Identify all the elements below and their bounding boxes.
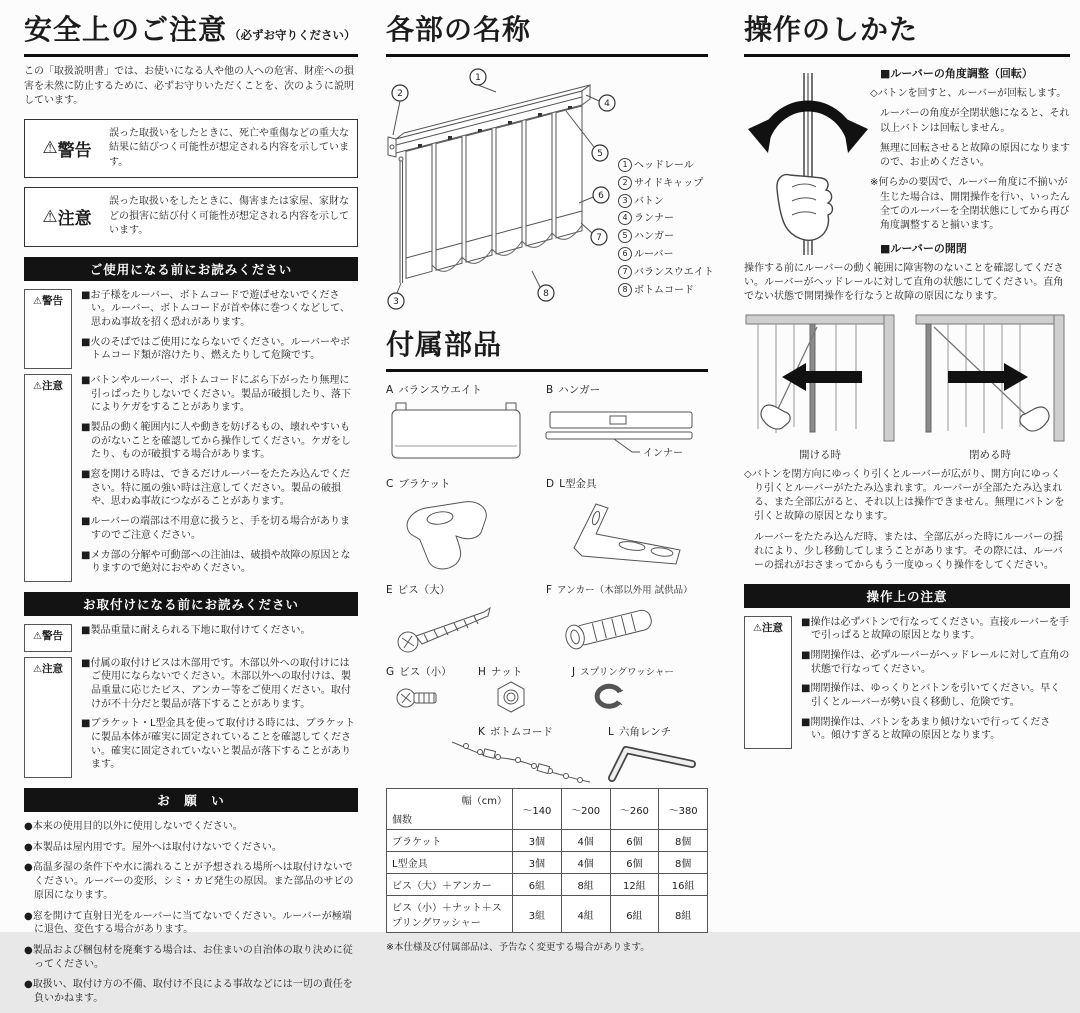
table-cell: 3組	[513, 896, 562, 933]
svg-text:2: 2	[397, 89, 403, 99]
legend-label: ルーバー	[634, 248, 674, 260]
accessories-title-text: 付属部品	[386, 328, 503, 361]
svg-text:1: 1	[475, 73, 481, 83]
rotation-section	[744, 65, 1070, 234]
caution-icon: ⚠	[42, 206, 58, 227]
legend-num: 2	[618, 176, 632, 190]
list-item: ■開閉操作は、バトンをあまり傾けないで行ってください。傾けすぎると故障の原因となります。	[801, 716, 1051, 742]
part-label-c: C ブラケット	[386, 478, 451, 490]
caution-definition-box	[24, 187, 358, 247]
section-header-operation-caution: 操作上の注意	[744, 584, 1070, 608]
hand	[1020, 407, 1049, 431]
corner-width-label: 幅（cm）	[461, 796, 507, 807]
legend-num: 6	[618, 247, 632, 261]
legend-num: 4	[618, 211, 632, 225]
table-cell: 4組	[561, 896, 610, 933]
legend-num: 3	[618, 194, 632, 208]
operation-title-text: 操作のしかた	[744, 13, 919, 46]
table-row	[387, 896, 708, 933]
right-arrow-icon	[948, 363, 1028, 391]
list-item: ■開閉操作は、必ずルーバーがヘッドレールに対して直角の状態で行なってください。	[801, 650, 1070, 675]
legend-label: バランスウエイト	[634, 266, 714, 278]
vertical-blind-diagram	[386, 65, 618, 315]
before-install-warning-group	[24, 624, 358, 652]
table-cell: 4個	[561, 852, 610, 874]
legend-label: ボトムコード	[634, 284, 694, 296]
part-label-d: D L型金具	[546, 478, 597, 490]
rotation-heading: ■ルーバーの角度調整（回転）	[880, 67, 1033, 80]
warning-tag-label: 警告	[41, 294, 63, 307]
legend-label: バトン	[634, 195, 664, 207]
column-header: ～140	[513, 789, 562, 830]
safety-column	[24, 8, 358, 1013]
accessory-quantity-table	[386, 788, 708, 933]
list-item: ■火のそばではご使用にならないでください。ルーバーやボトムコード類が溶けたり、燃えたりして危険です。	[81, 336, 350, 362]
rotation-note: ※何らかの要因で、ルーバー角度に不揃いが生じた場合は、開閉操作を行い、いったん全てのルーバーを全閉状態にしてから再び角度調整すると揃います。	[870, 177, 1070, 232]
hanger-illustration	[544, 396, 706, 470]
caution-tag-label: 注意	[41, 379, 63, 392]
open-caption: 開ける時	[799, 448, 841, 461]
warning-icon: ⚠	[33, 295, 42, 307]
list-item: ■ルーバーの端部は不用意に扱うと、手を切る場合がありますのでご注意ください。	[81, 516, 350, 541]
legend-item	[618, 264, 714, 282]
table-cell: 6組	[610, 896, 659, 933]
list-item: ■操作は必ずバトンで行なってください。直接ルーバーを手で引っぱると故障の原因となります。	[801, 616, 1069, 642]
list-item: ■ブラケット・L型金具を使って取付ける時には、ブラケットに製品本体が確実に固定されていることを確認してください。確実に固定されていないと製品が落下することがあります。	[81, 718, 356, 771]
legend-item	[618, 282, 708, 300]
table-note: ※本仕様及び付属部品は、予告なく変更する場合があります。	[386, 942, 650, 953]
openclose-p2: ルーバーをたたみ込んだ時、または、全部広がった時にルーバーの揺れにより、少し移動してしまうことがあります。その際には、ルーバーの揺れがおさまってからもう一度ゆっくり操作をしてください。	[754, 531, 1063, 572]
table-row	[387, 852, 708, 874]
request-list	[24, 820, 358, 1006]
accessories-title	[386, 323, 708, 372]
safety-title	[24, 8, 358, 57]
corner-count-label: 個数	[392, 815, 412, 826]
hex-wrench-illustration	[598, 738, 706, 784]
openclose-p1: ◇バトンを閉方向にゆっくり引くとルーバーが広がり、開方向にゆっくり引くとルーバーがたたみ込まれます。ルーバーが全部たたみ込まれる、また全部広がると、それ以上は操作できません。無理にバトンを引くと故障の原因となります。	[744, 468, 1065, 523]
warning-items	[81, 289, 358, 369]
bracket-illustration	[390, 490, 508, 574]
legend-item	[618, 246, 708, 264]
row-label: ブラケット	[387, 830, 513, 852]
part-label-f: F アンカー（木部以外用 試供品）	[546, 584, 693, 596]
part-label-h: H ナット	[478, 666, 523, 678]
list-item: ●本製品は屋内用です。屋外へは取付けないでください。	[24, 841, 282, 853]
table-cell: 4個	[561, 830, 610, 852]
part-label-k: K ボトムコード	[478, 726, 553, 738]
nut-illustration	[486, 678, 538, 718]
list-item: ■製品重量に耐えられる下地に取付けてください。	[81, 624, 311, 636]
part-label-e: E ビス（大）	[386, 584, 451, 596]
close-caption: 閉める時	[969, 448, 1011, 461]
svg-text:6: 6	[598, 191, 604, 201]
open-diagram	[744, 311, 896, 462]
list-item: ■製品の動く範囲内に人や動きを妨げるもの、壊れやすいものがないことを確認してから操作してください。ケガをしたり、ものが破損する場合があります。	[81, 422, 351, 461]
caution-tag	[24, 657, 72, 779]
rotation-p1: ◇バトンを回すと、ルーバーが回転します。	[870, 88, 1067, 99]
spring-washer-illustration	[582, 678, 636, 718]
warning-icon: ⚠	[33, 630, 42, 642]
part-label-l: L 六角レンチ	[608, 726, 672, 738]
caution-label: 注意	[57, 209, 92, 230]
list-item: ■メカ部の分解や可動部への注油は、破損や故障の原因となりますので絶対におやめください。	[81, 549, 351, 575]
list-item: ●本来の使用目的以外に使用しないでください。	[24, 821, 243, 833]
caution-icon: ⚠	[753, 622, 762, 634]
table-cell: 8組	[659, 896, 708, 933]
table-cell: 3個	[513, 830, 562, 852]
hanger-inner-label: インナー	[643, 448, 683, 459]
table-cell: 16組	[659, 874, 708, 896]
row-label: ビス（大）＋アンカー	[387, 874, 513, 896]
section-header-before-install: お取付けになる前にお読みください	[24, 592, 358, 616]
caution-items	[81, 657, 358, 779]
list-item: ●製品および梱包材を廃棄する場合は、お住まいの自治体の取り決めに従ってください。	[24, 944, 353, 970]
table-cell: 3個	[513, 852, 562, 874]
list-item: ■開閉操作は、ゆっくりとバトンを引いてください。早く引くとルーバーが勢い良く移動し、危険です。	[801, 683, 1061, 709]
baton-rotation-illustration	[744, 67, 872, 259]
list-item: ●取扱い、取付け方の不備、取付け不良による事故などには一切の責任を負いかねます。	[24, 979, 353, 1004]
legend-item	[618, 157, 708, 175]
caution-icon: ⚠	[33, 663, 42, 675]
blind-diagram-area	[386, 65, 714, 317]
warning-icon: ⚠	[42, 138, 58, 159]
bottom-cord-illustration	[446, 738, 596, 784]
table-cell: 8個	[659, 830, 708, 852]
part-label-g: G ビス（小）	[386, 666, 452, 678]
side-cap	[388, 137, 396, 157]
screw-large-illustration	[392, 596, 504, 658]
column-header: ～380	[659, 789, 708, 830]
legend-num: 5	[618, 229, 632, 243]
caution-items	[801, 616, 1070, 750]
warning-definition: 誤った取扱いをしたときに、死亡や重傷などの重大な結果に結びつく可能性が想定される内容を示しています。	[109, 127, 349, 168]
legend-item	[618, 193, 708, 211]
table-cell: 6個	[610, 852, 659, 874]
anchor-illustration	[546, 596, 686, 658]
column-header: ～260	[610, 789, 659, 830]
baton	[399, 157, 403, 283]
caution-tag	[24, 374, 72, 582]
operation-title	[744, 8, 1070, 57]
warning-items	[81, 624, 358, 652]
list-item: ●高温多湿の条件下や水に濡れることが予想される場所へは取付けないでください。ルーバーの変形、シミ・カビ発生の原因。また部品のサビの原因になります。	[24, 862, 354, 901]
warning-symbol	[25, 120, 109, 178]
baton	[926, 324, 931, 432]
list-item: ■お子様をルーバー、ボトムコードで遊ばせないでください。ルーバー、ボトムコードが首や体に巻つくなどして、思わぬ事故を招く恐れがあります。	[81, 289, 350, 328]
svg-text:5: 5	[597, 149, 603, 159]
legend-label: ヘッドレール	[634, 160, 694, 171]
rotation-p2: ルーバーの角度が全閉状態になると、それ以上バトンは回転しません。	[880, 108, 1070, 134]
openclose-intro: 操作する前にルーバーの動く範囲に障害物のないことを確認してください。ルーバーがヘッドレールに対して直角の状態にしてください。直角でない状態で開閉操作を行なうと故障の原因になります。	[744, 262, 1064, 303]
svg-text:4: 4	[604, 99, 610, 109]
table-cell: 8組	[561, 874, 610, 896]
list-item: ■窓を開ける時は、できるだけルーバーをたたみ込んでください。特に風の強い時は注意してください。製品の破損や、思わぬ事故につながることがあります。	[81, 469, 350, 508]
row-label: ビス（小）＋ナット＋スプリングワッシャー	[387, 896, 513, 933]
operation-caution-group	[744, 616, 1070, 750]
warning-tag	[24, 289, 72, 369]
section-header-request: お 願 い	[24, 788, 358, 812]
parts-title-text: 各部の名称	[386, 13, 532, 46]
row-label: L型金具	[387, 852, 513, 874]
svg-text:3: 3	[393, 297, 399, 307]
table-corner-cell	[387, 789, 513, 830]
close-diagram	[914, 311, 1066, 462]
svg-text:7: 7	[596, 233, 602, 243]
table-header-row	[387, 789, 708, 830]
table-cell: 12組	[610, 874, 659, 896]
section-header-before-use: ご使用になる前にお読みください	[24, 257, 358, 281]
table-row	[387, 830, 708, 852]
screw-small-illustration	[392, 678, 454, 718]
legend-num: 1	[618, 158, 632, 172]
safety-title-note: （必ずお守りください）	[229, 28, 356, 42]
legend-label: ランナー	[634, 213, 674, 225]
table-cell: 8個	[659, 852, 708, 874]
caution-tag-label: 注意	[761, 621, 783, 634]
column-header: ～200	[561, 789, 610, 830]
accessories-area	[386, 380, 708, 784]
table-row	[387, 874, 708, 896]
part-label-a: A バランスウエイト	[386, 384, 482, 396]
close-blind-illustration	[914, 311, 1066, 445]
caution-items	[81, 374, 358, 582]
legend-label: ハンガー	[634, 231, 674, 243]
table-cell: 6組	[513, 874, 562, 896]
legend-item	[618, 228, 708, 246]
list-item: ●窓を開けて直射日光をルーバーに当てないでください。ルーバーが極端に退色、変色する場合があります。	[24, 910, 352, 936]
before-install-caution-group	[24, 657, 358, 779]
caution-icon: ⚠	[33, 380, 42, 392]
legend-num: 8	[618, 283, 632, 297]
caution-tag-label: 注意	[41, 662, 63, 675]
legend-item	[618, 210, 708, 228]
caution-definition: 誤った取扱いをしたときに、傷害または家屋、家財などの損害に結び付く可能性が想定される内容を示しています。	[109, 196, 349, 236]
list-item: ■バトンやルーバー、ボトムコードにぶら下がったり無理に引っぱったりしないでください。製品が破損したり、落下によりケガをすることがあります。	[81, 374, 351, 414]
warning-tag	[24, 624, 72, 652]
parts-title	[386, 8, 708, 57]
hand	[761, 405, 790, 429]
rotation-p3: 無理に回転させると故障の原因になりますので、お止めください。	[880, 142, 1070, 169]
table-cell: 6個	[610, 830, 659, 852]
operation-column	[744, 8, 1070, 754]
legend-label: サイドキャップ	[634, 177, 704, 189]
caution-symbol	[25, 188, 109, 246]
safety-intro: この「取扱説明書」では、お使いになる人や他の人への危害、財産への損害を未然に防止するために、必ずお守りいただくことを、次のように説明しています。	[24, 66, 354, 106]
before-use-warning-group	[24, 289, 358, 369]
svg-text:8: 8	[543, 289, 549, 299]
open-blind-illustration	[744, 311, 896, 445]
balance-weight-illustration	[386, 396, 526, 470]
parts-legend	[618, 157, 714, 299]
legend-num: 7	[618, 265, 632, 279]
before-use-caution-group	[24, 374, 358, 582]
caution-tag	[744, 616, 792, 750]
part-label-b: B ハンガー	[546, 384, 601, 396]
parts-column	[386, 8, 714, 953]
warning-label: 警告	[57, 140, 92, 161]
legend-item	[618, 175, 708, 193]
l-bracket-illustration	[544, 490, 702, 574]
warning-definition-box	[24, 119, 358, 179]
list-item: ■付属の取付けビスは木部用です。木部以外への取付けにはご使用にならないでください。木部以外への取付けは、製品重量に応じたビス、アンカー等をご使用ください。取付けが不十分だと製品が落下することがあります。	[81, 657, 351, 710]
openclose-heading: ■ルーバーの開閉	[880, 241, 967, 255]
warning-tag-label: 警告	[41, 629, 63, 642]
openclose-diagrams	[744, 311, 1070, 462]
safety-title-text: 安全上のご注意	[24, 13, 228, 46]
part-label-j: J スプリングワッシャー	[572, 666, 674, 678]
